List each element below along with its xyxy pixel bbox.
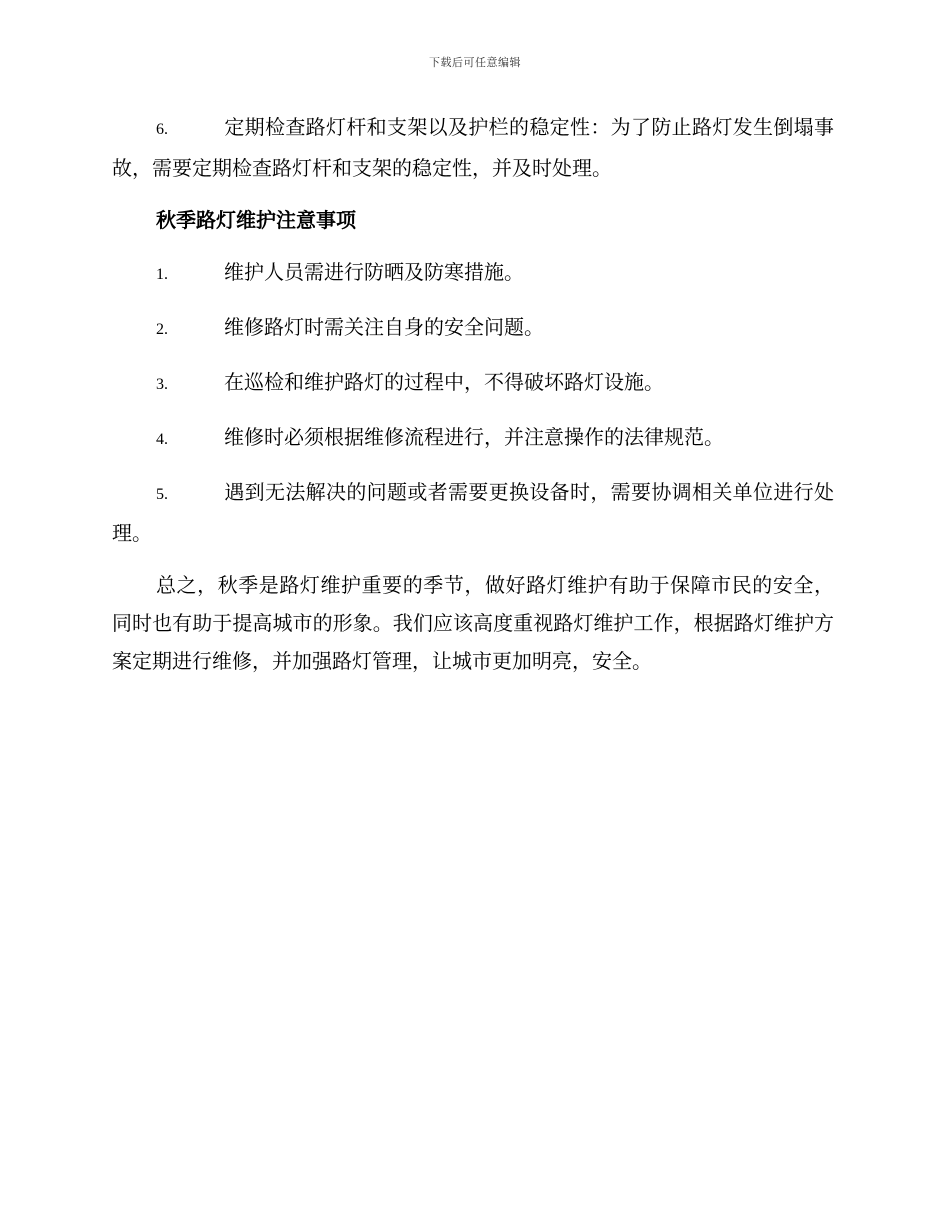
list-item-4 — [112, 418, 834, 459]
list-item-3 — [112, 363, 834, 404]
list-item-5 — [112, 473, 834, 552]
list-item-text: 在巡检和维护路灯的过程中，不得破坏路灯设施。 — [224, 370, 664, 394]
page-header: 下载后可任意编辑 — [429, 56, 521, 69]
list-item-text: 维修时必须根据维修流程进行，并注意操作的法律规范。 — [224, 425, 724, 449]
list-item-number: 5. — [156, 486, 168, 503]
list-item-text: 定期检查路灯杆和支架以及护栏的稳定性：为了防止路灯发生倒塌事故，需要定期检查路灯杆和支架的稳定性，并及时处理。 — [112, 115, 834, 180]
list-item-number: 1. — [156, 266, 168, 283]
list-item-number: 3. — [156, 376, 168, 393]
section-heading: 秋季路灯维护注意事项 — [156, 208, 356, 232]
list-item-text: 遇到无法解决的问题或者需要更换设备时，需要协调相关单位进行处理。 — [112, 480, 834, 545]
list-item-text: 维护人员需进行防晒及防寒措施。 — [224, 260, 524, 284]
list-item-6 — [112, 108, 834, 187]
list-item-number: 6. — [156, 121, 168, 138]
list-item-text: 维修路灯时需关注自身的安全问题。 — [224, 315, 544, 339]
document-body — [112, 108, 834, 680]
list-item-number: 2. — [156, 321, 168, 338]
list-item-2 — [112, 308, 834, 349]
summary-paragraph: 总之，秋季是路灯维护重要的季节，做好路灯维护有助于保障市民的安全，同时也有助于提高城市的形象。我们应该高度重视路灯维护工作，根据路灯维护方案定期进行维修，并加强路灯管理，让城市更加明亮，安全。 — [112, 573, 834, 673]
list-item-number: 4. — [156, 431, 168, 448]
list-item-1 — [112, 253, 834, 294]
